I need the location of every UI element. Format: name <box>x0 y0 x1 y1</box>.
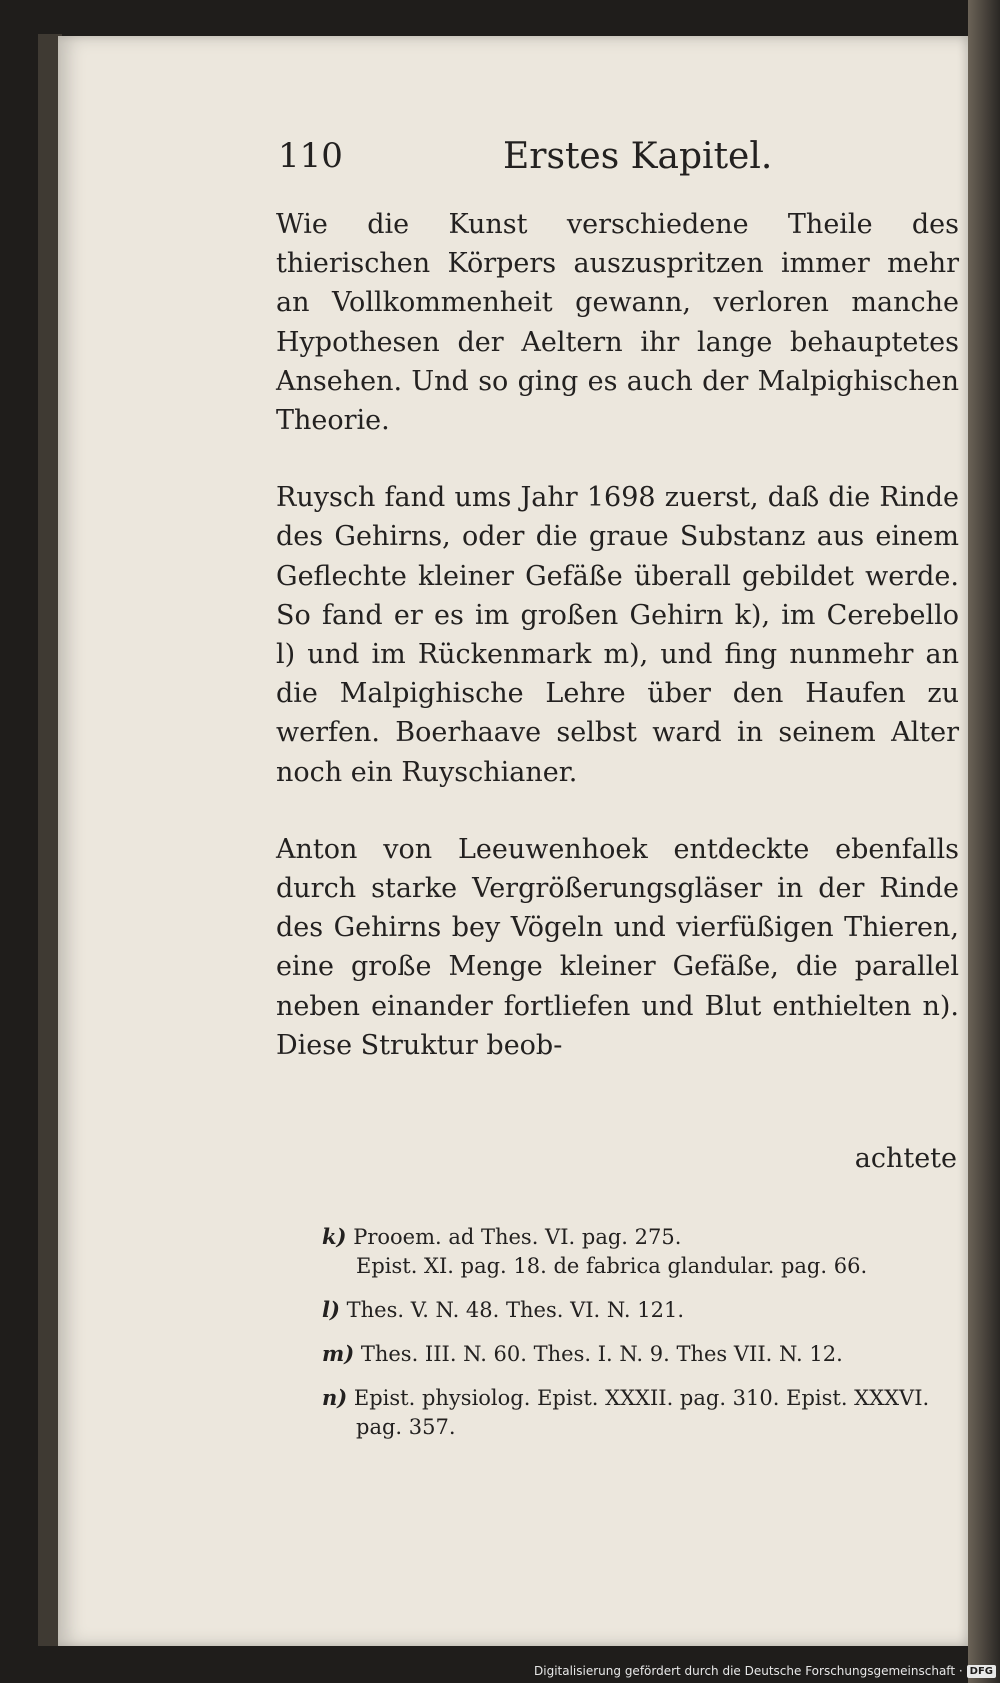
footnote-text: Prooem. ad Thes. VI. pag. 275. <box>353 1225 682 1249</box>
footnote-mark: k) <box>322 1224 347 1249</box>
footnote-l <box>322 1295 957 1325</box>
catchword: achtete <box>854 1143 957 1174</box>
footnote-n <box>322 1383 957 1442</box>
footnote-text: Epist. physiolog. Epist. XXXII. pag. 310. Epist. XXXVI. pag. 357. <box>353 1386 930 1439</box>
book-gutter <box>968 0 1000 1683</box>
page-number: 110 <box>278 136 343 176</box>
footnote-mark: l) <box>322 1297 340 1322</box>
paragraph-leeuwenhoek: Anton von Leeuwenhoek entdeckte ebenfalls durch starke Vergrößerungsgläser in der Rinde des Gehirns bey Vögeln und vierfüßigen Thieren, eine große Menge kleiner Gefäße, die parallel neben einander fortliefen und Blut enthielten n). Diese Struktur beob- <box>276 833 959 1061</box>
footnotes <box>322 1222 957 1456</box>
credit-text: Digitalisierung gefördert durch die Deutsche Forschungsgemeinschaft · <box>534 1664 963 1678</box>
footnote-mark: m) <box>322 1341 355 1366</box>
footnote-text: Thes. III. N. 60. Thes. I. N. 9. Thes VII. N. 12. <box>360 1342 843 1366</box>
dfg-logo: DFG <box>967 1665 996 1678</box>
running-head: Erstes Kapitel. <box>503 136 773 177</box>
footnote-continuation: Epist. XI. pag. 18. de fabrica glandular. pag. 66. <box>356 1254 868 1278</box>
body-text <box>276 205 959 1065</box>
footnote-text: Thes. V. N. 48. Thes. VI. N. 121. <box>346 1298 685 1322</box>
footnote-k <box>322 1222 957 1281</box>
footnote-m <box>322 1339 957 1369</box>
paragraph-malpighi: Wie die Kunst verschiedene Theile des thierischen Körpers auszuspritzen immer mehr an Vollkommenheit gewann, verloren manche Hypothesen der Aeltern ihr lange behauptetes Ansehen. Und so ging es auch der Malpighischen Theorie. <box>276 209 959 437</box>
paragraph-ruysch: Ruysch fand ums Jahr 1698 zuerst, daß die Rinde des Gehirns, oder die graue Substanz aus einem Geflechte kleiner Gefäße überall gebildet werde. So fand er es im großen Gehirn k), im Cerebello l) und im Rückenmark m), und fing nunmehr an die Malpighische Lehre über den Haufen zu werfen. Boerhaave selbst ward in seinem Alter noch ein Ruyschianer. <box>276 482 959 788</box>
digitization-credit <box>534 1661 996 1681</box>
footnote-mark: n) <box>322 1385 348 1410</box>
page-header <box>278 136 958 188</box>
